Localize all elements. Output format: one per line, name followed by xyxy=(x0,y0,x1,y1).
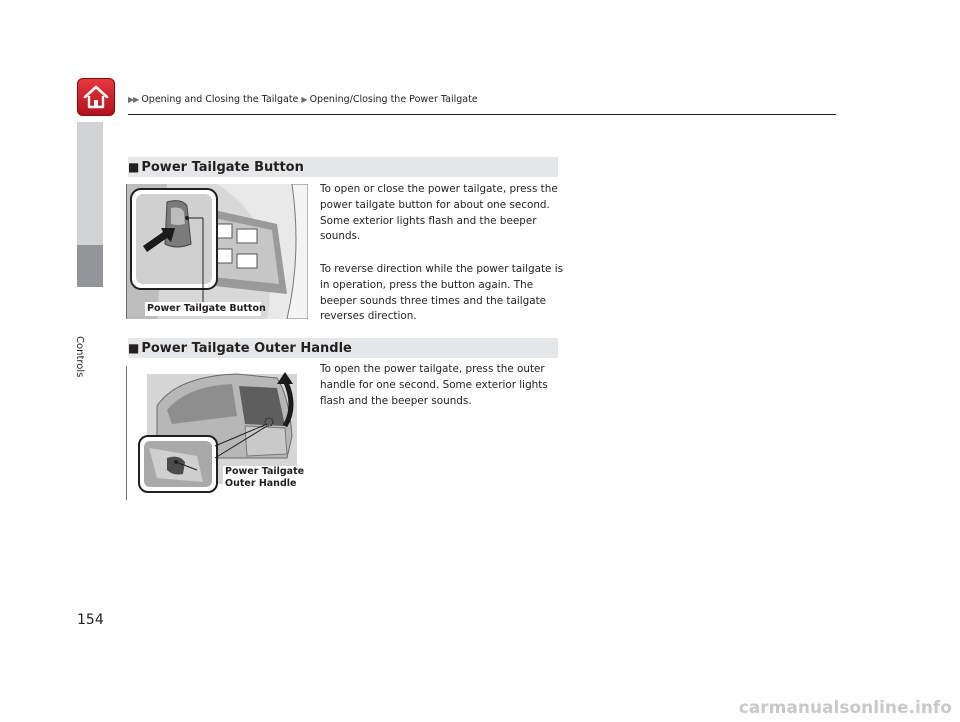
double-triangle-icon: ▶▶ xyxy=(128,95,139,104)
breadcrumb-link-tailgate[interactable]: Opening and Closing the Tailgate xyxy=(141,94,299,105)
callout-line-2: Outer Handle xyxy=(225,478,297,489)
breadcrumb-link-power-tailgate[interactable]: Opening/Closing the Power Tailgate xyxy=(309,94,478,105)
figure-callout-outer-handle xyxy=(223,466,306,490)
header-divider xyxy=(128,114,836,115)
page-number: 154 xyxy=(77,612,104,628)
paragraph-outer-handle: To open the power tailgate, press the outer handle for one second. Some exterior lights flash and the beeper sounds. xyxy=(320,363,548,407)
paragraph-reverse-direction: To reverse direction while the power tailgate is in operation, press the button again. The beeper sounds three times and the tailgate reverses direction. xyxy=(320,263,564,323)
sidebar-tab-active xyxy=(77,245,103,287)
square-bullet-icon: ■ xyxy=(128,341,140,355)
section-title: Power Tailgate Button xyxy=(141,160,304,175)
sidebar-section-label: Controls xyxy=(74,336,85,378)
square-bullet-icon: ■ xyxy=(128,160,140,174)
door-panel-illustration xyxy=(127,184,308,319)
section-heading-button xyxy=(128,157,558,177)
figure-power-tailgate-outer-handle xyxy=(126,366,308,500)
watermark: carmanualsonline.info xyxy=(738,698,952,718)
section-title: Power Tailgate Outer Handle xyxy=(141,341,352,356)
callout-line-1: Power Tailgate xyxy=(225,466,305,477)
triangle-icon: ▶ xyxy=(301,95,307,104)
figure-callout-button: Power Tailgate Button xyxy=(147,303,266,314)
breadcrumb xyxy=(128,94,481,105)
sidebar-tab xyxy=(77,122,103,245)
home-icon xyxy=(77,78,115,116)
section-heading-outer-handle xyxy=(128,338,558,358)
figure-power-tailgate-button xyxy=(126,184,308,319)
paragraph-press-button: To open or close the power tailgate, press the power tailgate button for about one second. Some exterior lights flash and the beeper sounds. xyxy=(320,183,558,243)
home-button[interactable] xyxy=(77,78,115,116)
